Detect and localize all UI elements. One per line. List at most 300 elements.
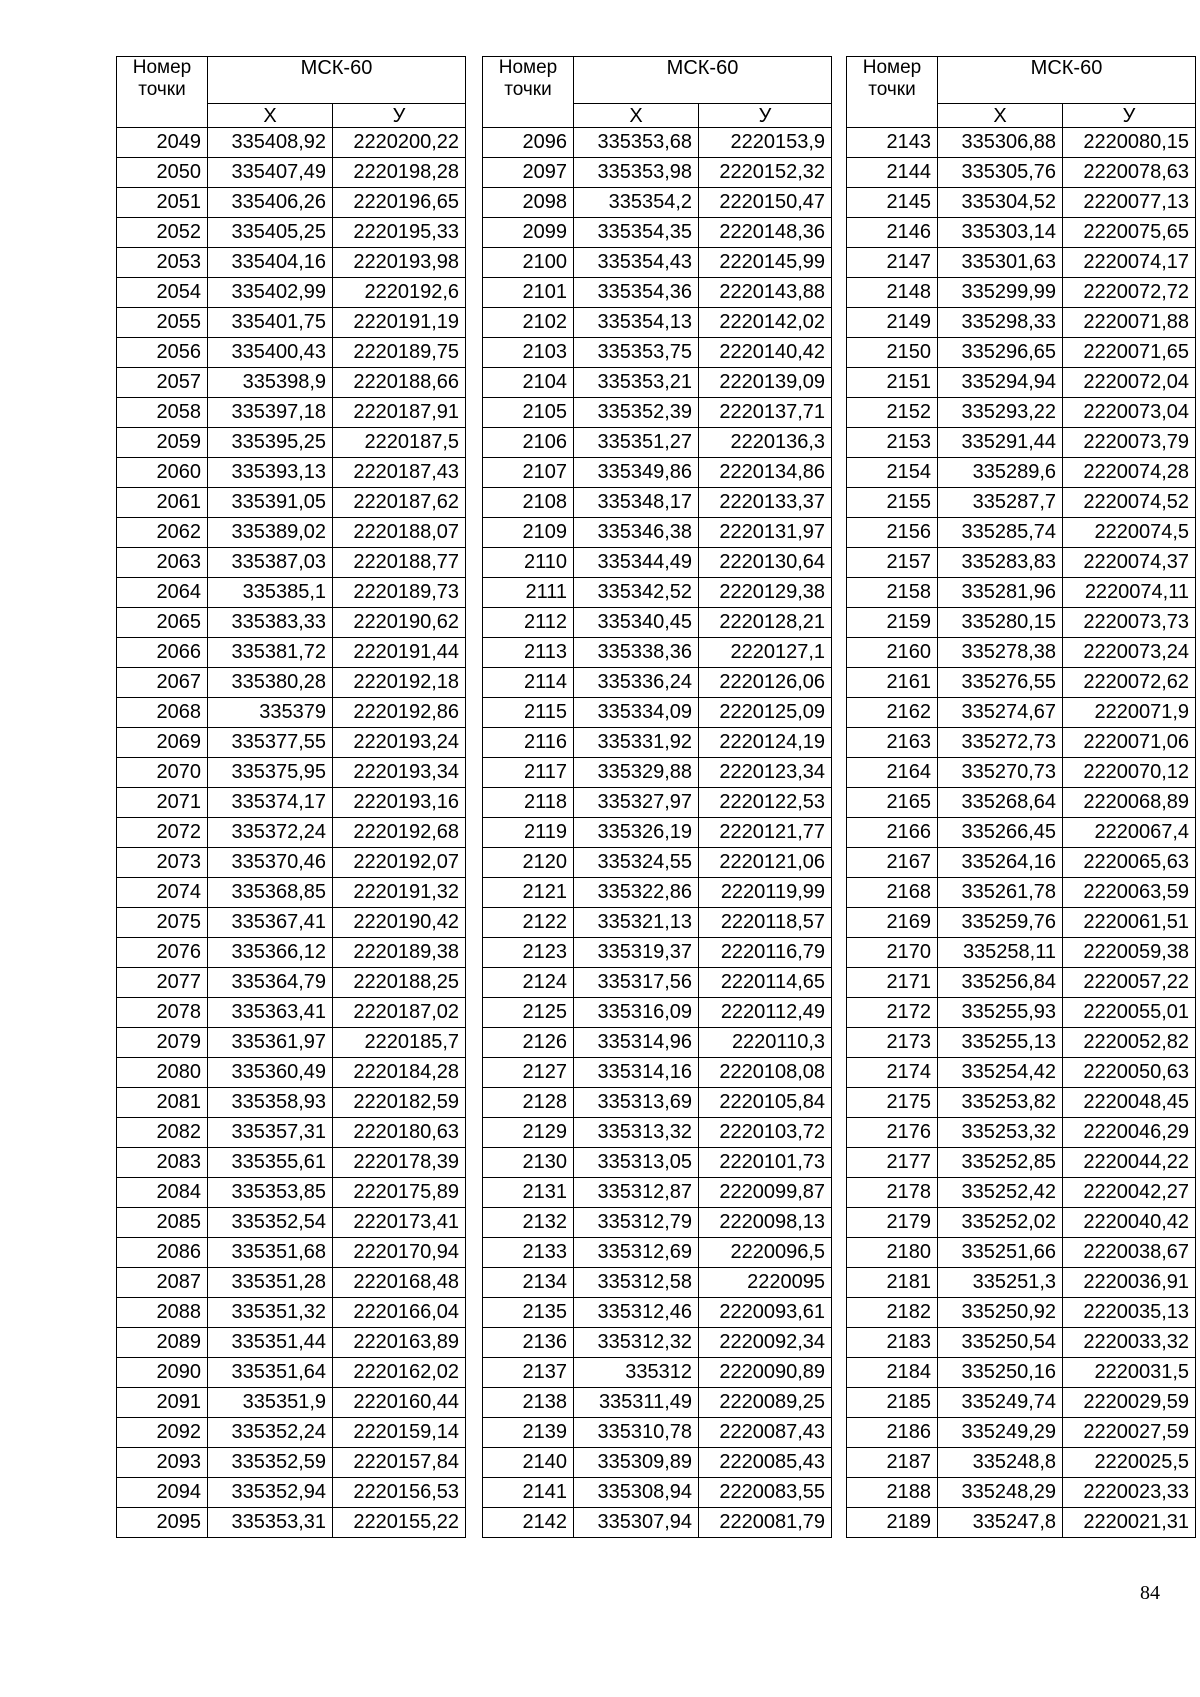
cell-x: 335353,75: [574, 338, 699, 368]
table-row: [117, 608, 466, 638]
cell-x: 335312,87: [574, 1178, 699, 1208]
table-row: [847, 488, 1196, 518]
cell-x: 335281,96: [938, 578, 1063, 608]
cell-y: 2220173,41: [333, 1208, 466, 1238]
cell-y: 2220112,49: [699, 998, 832, 1028]
cell-x: 335387,03: [208, 548, 333, 578]
cell-y: 2220105,84: [699, 1088, 832, 1118]
cell-point-number: 2124: [483, 968, 574, 998]
table-row: [117, 1088, 466, 1118]
cell-y: 2220110,3: [699, 1028, 832, 1058]
cell-point-number: 2183: [847, 1328, 938, 1358]
cell-point-number: 2152: [847, 398, 938, 428]
table-row: [117, 998, 466, 1028]
cell-x: 335351,68: [208, 1238, 333, 1268]
cell-point-number: 2164: [847, 758, 938, 788]
cell-y: 2220071,88: [1063, 308, 1196, 338]
cell-x: 335402,99: [208, 278, 333, 308]
cell-x: 335312,46: [574, 1298, 699, 1328]
cell-point-number: 2089: [117, 1328, 208, 1358]
table-row: [117, 1208, 466, 1238]
cell-x: 335278,38: [938, 638, 1063, 668]
table-row: [483, 218, 832, 248]
cell-x: 335389,02: [208, 518, 333, 548]
table-row: [117, 968, 466, 998]
cell-point-number: 2092: [117, 1418, 208, 1448]
cell-x: 335287,7: [938, 488, 1063, 518]
cell-x: 335268,64: [938, 788, 1063, 818]
cell-point-number: 2073: [117, 848, 208, 878]
cell-point-number: 2167: [847, 848, 938, 878]
cell-x: 335353,31: [208, 1508, 333, 1538]
table-row: [847, 1508, 1196, 1538]
cell-point-number: 2134: [483, 1268, 574, 1298]
table-row: [117, 938, 466, 968]
table-row: [847, 248, 1196, 278]
table-row: [117, 758, 466, 788]
cell-point-number: 2179: [847, 1208, 938, 1238]
cell-x: 335334,09: [574, 698, 699, 728]
table-row: [117, 578, 466, 608]
cell-point-number: 2133: [483, 1238, 574, 1268]
cell-x: 335367,41: [208, 908, 333, 938]
cell-x: 335250,92: [938, 1298, 1063, 1328]
cell-y: 2220083,55: [699, 1478, 832, 1508]
table-row: [847, 1148, 1196, 1178]
cell-point-number: 2051: [117, 188, 208, 218]
table-row: [483, 1388, 832, 1418]
cell-point-number: 2086: [117, 1238, 208, 1268]
cell-y: 2220118,57: [699, 908, 832, 938]
cell-y: 2220157,84: [333, 1448, 466, 1478]
table-row: [117, 1238, 466, 1268]
table-row: [117, 818, 466, 848]
cell-y: 2220195,33: [333, 218, 466, 248]
cell-point-number: 2057: [117, 368, 208, 398]
cell-x: 335272,73: [938, 728, 1063, 758]
cell-y: 2220070,12: [1063, 758, 1196, 788]
cell-point-number: 2117: [483, 758, 574, 788]
cell-y: 2220184,28: [333, 1058, 466, 1088]
cell-y: 2220192,6: [333, 278, 466, 308]
cell-point-number: 2054: [117, 278, 208, 308]
cell-point-number: 2088: [117, 1298, 208, 1328]
cell-point-number: 2122: [483, 908, 574, 938]
cell-y: 2220142,02: [699, 308, 832, 338]
cell-x: 335404,16: [208, 248, 333, 278]
cell-point-number: 2186: [847, 1418, 938, 1448]
table-row: [483, 188, 832, 218]
table-row: [847, 998, 1196, 1028]
cell-y: 2220150,47: [699, 188, 832, 218]
cell-x: 335372,24: [208, 818, 333, 848]
cell-point-number: 2085: [117, 1208, 208, 1238]
cell-point-number: 2081: [117, 1088, 208, 1118]
table-row: [847, 1448, 1196, 1478]
cell-x: 335312: [574, 1358, 699, 1388]
cell-x: 335351,9: [208, 1388, 333, 1418]
table-row: [483, 1268, 832, 1298]
table-row: [117, 368, 466, 398]
cell-x: 335353,85: [208, 1178, 333, 1208]
cell-x: 335342,52: [574, 578, 699, 608]
cell-y: 2220093,61: [699, 1298, 832, 1328]
cell-point-number: 2055: [117, 308, 208, 338]
cell-x: 335317,56: [574, 968, 699, 998]
cell-y: 2220192,86: [333, 698, 466, 728]
cell-x: 335361,97: [208, 1028, 333, 1058]
cell-y: 2220038,67: [1063, 1238, 1196, 1268]
cell-x: 335395,25: [208, 428, 333, 458]
cell-x: 335319,37: [574, 938, 699, 968]
table-row: [117, 458, 466, 488]
cell-y: 2220193,98: [333, 248, 466, 278]
table-row: [847, 848, 1196, 878]
cell-y: 2220190,62: [333, 608, 466, 638]
cell-point-number: 2146: [847, 218, 938, 248]
cell-point-number: 2166: [847, 818, 938, 848]
cell-y: 2220193,16: [333, 788, 466, 818]
cell-x: 335354,36: [574, 278, 699, 308]
cell-y: 2220182,59: [333, 1088, 466, 1118]
cell-x: 335316,09: [574, 998, 699, 1028]
table-row: [483, 1088, 832, 1118]
table-row: [117, 128, 466, 158]
table-row: [483, 698, 832, 728]
table-row: [847, 1118, 1196, 1148]
cell-x: 335312,32: [574, 1328, 699, 1358]
cell-x: 335253,82: [938, 1088, 1063, 1118]
table-row: [483, 1178, 832, 1208]
cell-y: 2220178,39: [333, 1148, 466, 1178]
column-header-y: У: [333, 104, 466, 128]
cell-y: 2220114,65: [699, 968, 832, 998]
cell-y: 2220074,17: [1063, 248, 1196, 278]
table-row: [117, 488, 466, 518]
cell-y: 2220136,3: [699, 428, 832, 458]
table-row: [483, 1208, 832, 1238]
cell-x: 335291,44: [938, 428, 1063, 458]
cell-x: 335264,16: [938, 848, 1063, 878]
table-row: [847, 668, 1196, 698]
table-row: [483, 158, 832, 188]
table-body: [847, 128, 1196, 1538]
table-row: [117, 1298, 466, 1328]
cell-x: 335322,86: [574, 878, 699, 908]
table-row: [117, 1478, 466, 1508]
cell-x: 335249,74: [938, 1388, 1063, 1418]
table-row: [483, 728, 832, 758]
cell-x: 335321,13: [574, 908, 699, 938]
cell-point-number: 2171: [847, 968, 938, 998]
cell-x: 335258,11: [938, 938, 1063, 968]
table-row: [847, 638, 1196, 668]
cell-x: 335352,54: [208, 1208, 333, 1238]
table-body: [483, 128, 832, 1538]
cell-point-number: 2174: [847, 1058, 938, 1088]
table-row: [847, 368, 1196, 398]
cell-point-number: 2052: [117, 218, 208, 248]
coordinates-table-3: [846, 56, 1196, 1538]
cell-y: 2220122,53: [699, 788, 832, 818]
cell-point-number: 2170: [847, 938, 938, 968]
cell-y: 2220050,63: [1063, 1058, 1196, 1088]
cell-y: 2220098,13: [699, 1208, 832, 1238]
cell-point-number: 2188: [847, 1478, 938, 1508]
table-row: [847, 608, 1196, 638]
cell-x: 335355,61: [208, 1148, 333, 1178]
cell-point-number: 2109: [483, 518, 574, 548]
cell-point-number: 2071: [117, 788, 208, 818]
cell-x: 335255,13: [938, 1028, 1063, 1058]
cell-x: 335305,76: [938, 158, 1063, 188]
cell-y: 2220180,63: [333, 1118, 466, 1148]
cell-point-number: 2067: [117, 668, 208, 698]
cell-y: 2220095: [699, 1268, 832, 1298]
cell-y: 2220121,77: [699, 818, 832, 848]
cell-x: 335358,93: [208, 1088, 333, 1118]
cell-x: 335349,86: [574, 458, 699, 488]
cell-point-number: 2148: [847, 278, 938, 308]
cell-y: 2220103,72: [699, 1118, 832, 1148]
cell-x: 335354,13: [574, 308, 699, 338]
cell-y: 2220145,99: [699, 248, 832, 278]
table-row: [483, 788, 832, 818]
table-row: [847, 398, 1196, 428]
table-row: [483, 548, 832, 578]
cell-x: 335351,32: [208, 1298, 333, 1328]
cell-y: 2220119,99: [699, 878, 832, 908]
table-row: [847, 308, 1196, 338]
table-row: [847, 548, 1196, 578]
cell-x: 335301,63: [938, 248, 1063, 278]
cell-y: 2220127,1: [699, 638, 832, 668]
cell-x: 335304,52: [938, 188, 1063, 218]
cell-point-number: 2140: [483, 1448, 574, 1478]
cell-point-number: 2070: [117, 758, 208, 788]
cell-point-number: 2154: [847, 458, 938, 488]
cell-y: 2220187,62: [333, 488, 466, 518]
table-row: [117, 1358, 466, 1388]
cell-y: 2220130,64: [699, 548, 832, 578]
cell-y: 2220090,89: [699, 1358, 832, 1388]
table-row: [483, 578, 832, 608]
cell-y: 2220148,36: [699, 218, 832, 248]
cell-x: 335312,79: [574, 1208, 699, 1238]
cell-y: 2220131,97: [699, 518, 832, 548]
cell-y: 2220190,42: [333, 908, 466, 938]
cell-y: 2220123,34: [699, 758, 832, 788]
cell-point-number: 2177: [847, 1148, 938, 1178]
cell-y: 2220078,63: [1063, 158, 1196, 188]
cell-y: 2220185,7: [333, 1028, 466, 1058]
cell-y: 2220057,22: [1063, 968, 1196, 998]
cell-x: 335407,49: [208, 158, 333, 188]
cell-x: 335310,78: [574, 1418, 699, 1448]
cell-y: 2220187,43: [333, 458, 466, 488]
cell-x: 335299,99: [938, 278, 1063, 308]
table-row: [483, 1478, 832, 1508]
table-row: [847, 758, 1196, 788]
cell-y: 2220143,88: [699, 278, 832, 308]
cell-x: 335252,85: [938, 1148, 1063, 1178]
cell-x: 335348,17: [574, 488, 699, 518]
cell-y: 2220027,59: [1063, 1418, 1196, 1448]
cell-y: 2220029,59: [1063, 1388, 1196, 1418]
cell-x: 335298,33: [938, 308, 1063, 338]
cell-y: 2220067,4: [1063, 818, 1196, 848]
cell-x: 335351,28: [208, 1268, 333, 1298]
table-row: [847, 158, 1196, 188]
cell-point-number: 2101: [483, 278, 574, 308]
table-row: [483, 608, 832, 638]
table-row: [847, 968, 1196, 998]
cell-point-number: 2153: [847, 428, 938, 458]
cell-x: 335251,3: [938, 1268, 1063, 1298]
cell-y: 2220035,13: [1063, 1298, 1196, 1328]
table-row: [483, 338, 832, 368]
table-row: [847, 1298, 1196, 1328]
cell-x: 335261,78: [938, 878, 1063, 908]
cell-x: 335311,49: [574, 1388, 699, 1418]
table-row: [483, 368, 832, 398]
cell-x: 335393,13: [208, 458, 333, 488]
cell-y: 2220065,63: [1063, 848, 1196, 878]
cell-x: 335254,42: [938, 1058, 1063, 1088]
table-row: [117, 1058, 466, 1088]
cell-point-number: 2155: [847, 488, 938, 518]
cell-y: 2220198,28: [333, 158, 466, 188]
cell-point-number: 2147: [847, 248, 938, 278]
cell-point-number: 2061: [117, 488, 208, 518]
table-row: [483, 308, 832, 338]
cell-point-number: 2107: [483, 458, 574, 488]
cell-x: 335294,94: [938, 368, 1063, 398]
cell-point-number: 2116: [483, 728, 574, 758]
cell-y: 2220192,68: [333, 818, 466, 848]
cell-x: 335289,6: [938, 458, 1063, 488]
cell-y: 2220074,37: [1063, 548, 1196, 578]
cell-y: 2220139,09: [699, 368, 832, 398]
table-row: [117, 1118, 466, 1148]
cell-x: 335253,32: [938, 1118, 1063, 1148]
cell-y: 2220033,32: [1063, 1328, 1196, 1358]
cell-y: 2220187,02: [333, 998, 466, 1028]
cell-x: 335259,76: [938, 908, 1063, 938]
table-row: [847, 728, 1196, 758]
table-row: [483, 638, 832, 668]
cell-y: 2220124,19: [699, 728, 832, 758]
cell-y: 2220193,24: [333, 728, 466, 758]
cell-y: 2220196,65: [333, 188, 466, 218]
cell-point-number: 2158: [847, 578, 938, 608]
table-row: [483, 1358, 832, 1388]
table-row: [117, 878, 466, 908]
cell-y: 2220187,5: [333, 428, 466, 458]
cell-point-number: 2120: [483, 848, 574, 878]
column-header-point-number: Номер точки: [847, 57, 938, 128]
cell-y: 2220153,9: [699, 128, 832, 158]
cell-y: 2220081,79: [699, 1508, 832, 1538]
cell-y: 2220072,62: [1063, 668, 1196, 698]
cell-x: 335285,74: [938, 518, 1063, 548]
cell-point-number: 2074: [117, 878, 208, 908]
cell-y: 2220025,5: [1063, 1448, 1196, 1478]
cell-x: 335329,88: [574, 758, 699, 788]
cell-x: 335252,42: [938, 1178, 1063, 1208]
cell-point-number: 2097: [483, 158, 574, 188]
table-row: [483, 758, 832, 788]
cell-point-number: 2126: [483, 1028, 574, 1058]
cell-point-number: 2130: [483, 1148, 574, 1178]
cell-x: 335391,05: [208, 488, 333, 518]
cell-x: 335270,73: [938, 758, 1063, 788]
cell-y: 2220121,06: [699, 848, 832, 878]
cell-x: 335296,65: [938, 338, 1063, 368]
cell-point-number: 2076: [117, 938, 208, 968]
cell-y: 2220188,25: [333, 968, 466, 998]
cell-point-number: 2182: [847, 1298, 938, 1328]
table-row: [483, 1148, 832, 1178]
cell-point-number: 2159: [847, 608, 938, 638]
cell-y: 2220163,89: [333, 1328, 466, 1358]
table-row: [117, 518, 466, 548]
cell-point-number: 2138: [483, 1388, 574, 1418]
table-row: [117, 338, 466, 368]
cell-y: 2220156,53: [333, 1478, 466, 1508]
cell-point-number: 2058: [117, 398, 208, 428]
cell-x: 335377,55: [208, 728, 333, 758]
cell-point-number: 2068: [117, 698, 208, 728]
cell-x: 335336,24: [574, 668, 699, 698]
cell-y: 2220189,75: [333, 338, 466, 368]
cell-point-number: 2185: [847, 1388, 938, 1418]
cell-point-number: 2165: [847, 788, 938, 818]
cell-x: 335346,38: [574, 518, 699, 548]
cell-point-number: 2132: [483, 1208, 574, 1238]
cell-x: 335383,33: [208, 608, 333, 638]
cell-y: 2220068,89: [1063, 788, 1196, 818]
cell-y: 2220159,14: [333, 1418, 466, 1448]
table-row: [117, 908, 466, 938]
cell-x: 335340,45: [574, 608, 699, 638]
table-row: [847, 1478, 1196, 1508]
cell-point-number: 2118: [483, 788, 574, 818]
table-row: [847, 1208, 1196, 1238]
column-header-point-number: Номер точки: [483, 57, 574, 128]
cell-point-number: 2053: [117, 248, 208, 278]
cell-y: 2220052,82: [1063, 1028, 1196, 1058]
cell-point-number: 2184: [847, 1358, 938, 1388]
cell-x: 335280,15: [938, 608, 1063, 638]
cell-point-number: 2125: [483, 998, 574, 1028]
table-row: [117, 248, 466, 278]
table-row: [847, 1388, 1196, 1418]
cell-x: 335351,27: [574, 428, 699, 458]
cell-y: 2220080,15: [1063, 128, 1196, 158]
cell-point-number: 2172: [847, 998, 938, 1028]
cell-point-number: 2129: [483, 1118, 574, 1148]
cell-y: 2220046,29: [1063, 1118, 1196, 1148]
cell-point-number: 2064: [117, 578, 208, 608]
cell-point-number: 2136: [483, 1328, 574, 1358]
cell-point-number: 2141: [483, 1478, 574, 1508]
cell-point-number: 2180: [847, 1238, 938, 1268]
cell-x: 335250,16: [938, 1358, 1063, 1388]
cell-x: 335255,93: [938, 998, 1063, 1028]
cell-point-number: 2056: [117, 338, 208, 368]
cell-point-number: 2189: [847, 1508, 938, 1538]
